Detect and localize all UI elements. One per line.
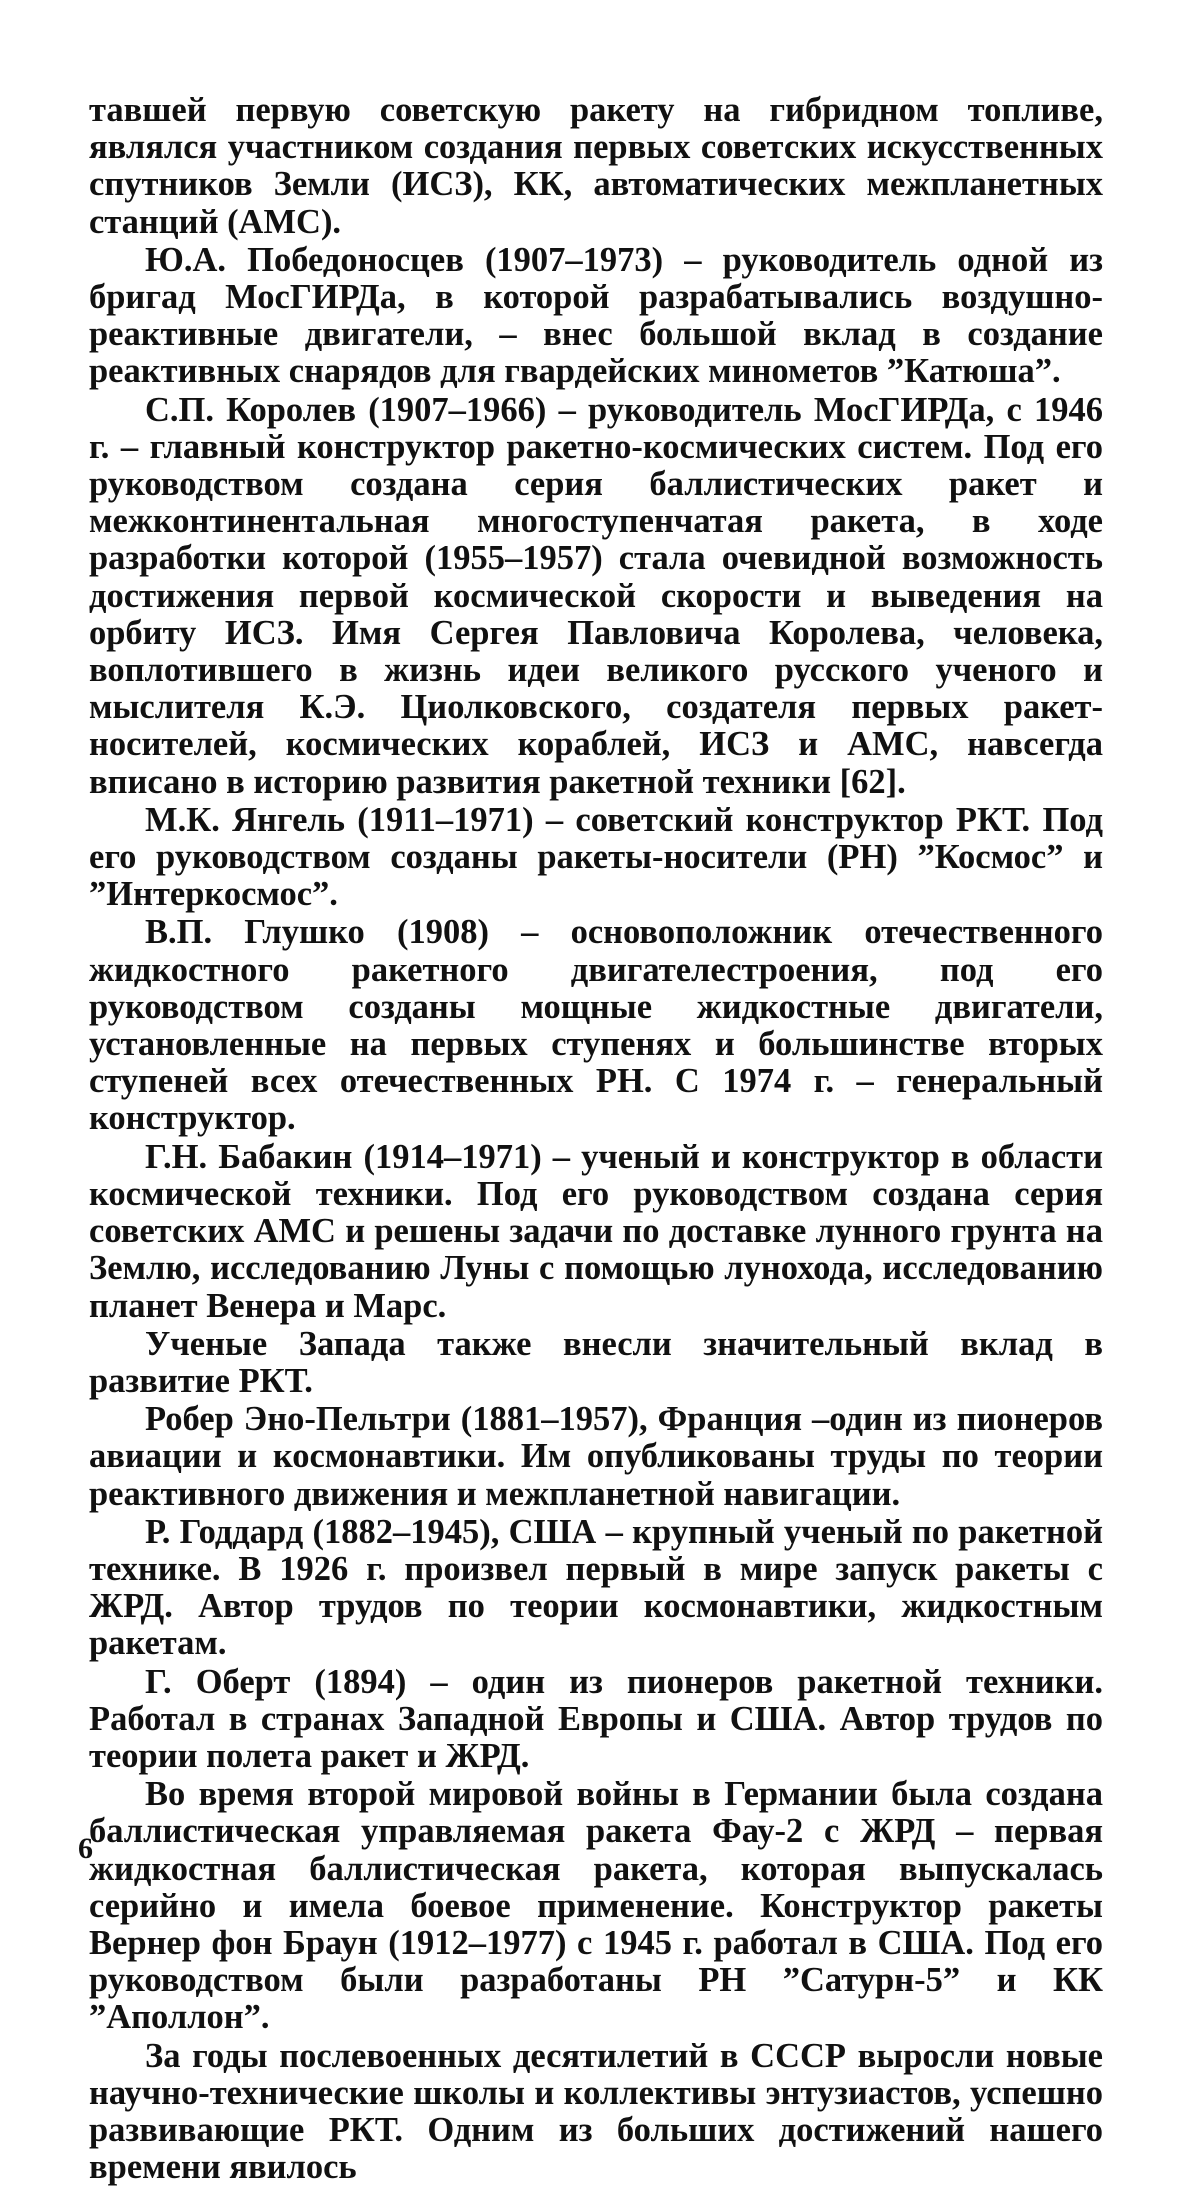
paragraph-babakin: Г.Н. Бабакин (1914–1971) – ученый и конструктор в области космической техники. Под его руководством создана серия советских АМС и решены задачи по доставке лунного грунта на Землю, исследованию Луны с помощью лунохода, исследованию планет Венера и Марс. <box>89 1137 1103 1325</box>
paragraph-v2-braun: Во время второй мировой войны в Германии была создана баллистическая управляемая ракета Фау-2 с ЖРД – первая жидкостная баллистическая ракета, которая выпускалась серийно и имела боевое применение. Конструктор ракеты Вернер фон Браун (1912–1977) с 1945 г. работал в США. Под его руководством были разработаны РН ”Сатурн-5” и КК ”Аполлон”. <box>89 1775 1103 2037</box>
paragraph-korolev: С.П. Королев (1907–1966) – руководитель МосГИРДа, с 1946 г. – главный конструктор ракетно-космических систем. Под его руководством создана серия баллистических ракет и межконтинентальная многоступенчатая ракета, в ходе разработки которой (1955–1957) стала очевидной возможность достижения первой космической скорости и выведения на орбиту ИСЗ. Имя Сергея Павловича Королева, человека, воплотившего в жизнь идеи великого русского ученого и мыслителя К.Э. Циолковского, создателя первых ракет-носителей, космических кораблей, ИСЗ и АМС, навсегда вписано в историю развития ракетной техники [62]. <box>89 390 1103 801</box>
page-body <box>89 92 1103 2187</box>
paragraph-goddard: Р. Годдард (1882–1945), США – крупный ученый по ракетной технике. В 1926 г. произвел первый в мире запуск ракеты с ЖРД. Автор трудов по теории космонавтики, жидкостным ракетам. <box>89 1512 1103 1663</box>
paragraph-western-scientists: Ученые Запада также внесли значительный вклад в развитие РКТ. <box>89 1324 1103 1400</box>
paragraph-pobedonostsev: Ю.А. Победоносцев (1907–1973) – руководитель одной из бригад МосГИРДа, в которой разрабатывались воздушно-реактивные двигатели, – внес большой вклад в создание реактивных снарядов для гвардейских минометов ”Катюша”. <box>89 240 1103 391</box>
paragraph-continuation: тавшей первую советскую ракету на гибридном топливе, являлся участником создания первых советских искусственных спутников Земли (ИСЗ), КК, автоматических межпланетных станций (АМС). <box>89 91 1103 241</box>
paragraph-glushko: В.П. Глушко (1908) – основоположник отечественного жидкостного ракетного двигателестроения, под его руководством созданы мощные жидкостные двигатели, установленные на первых ступенях и большинстве вторых ступеней всех отечественных РН. С 1974 г. – генеральный конструктор. <box>89 913 1103 1138</box>
paragraph-oberth: Г. Оберт (1894) – один из пионеров ракетной техники. Работал в странах Западной Европы и США. Автор трудов по теории полета ракет и ЖРД. <box>89 1662 1103 1775</box>
paragraph-postwar: За годы послевоенных десятилетий в СССР выросли новые научно-технические школы и коллективы энтузиастов, успешно развивающие РКТ. Одним из больших достижений нашего времени явилось <box>89 2036 1103 2187</box>
page-number: 6 <box>78 1832 93 1865</box>
paragraph-yangel: М.К. Янгель (1911–1971) – советский конструктор РКТ. Под его руководством созданы ракеты-носители (РН) ”Космос” и ”Интеркосмос”. <box>89 800 1103 914</box>
paragraph-esnault-pelterie: Робер Эно-Пельтри (1881–1957), Франция –один из пионеров авиации и космонавтики. Им опубликованы труды по теории реактивного движения и межпланетной навигации. <box>89 1400 1103 1513</box>
